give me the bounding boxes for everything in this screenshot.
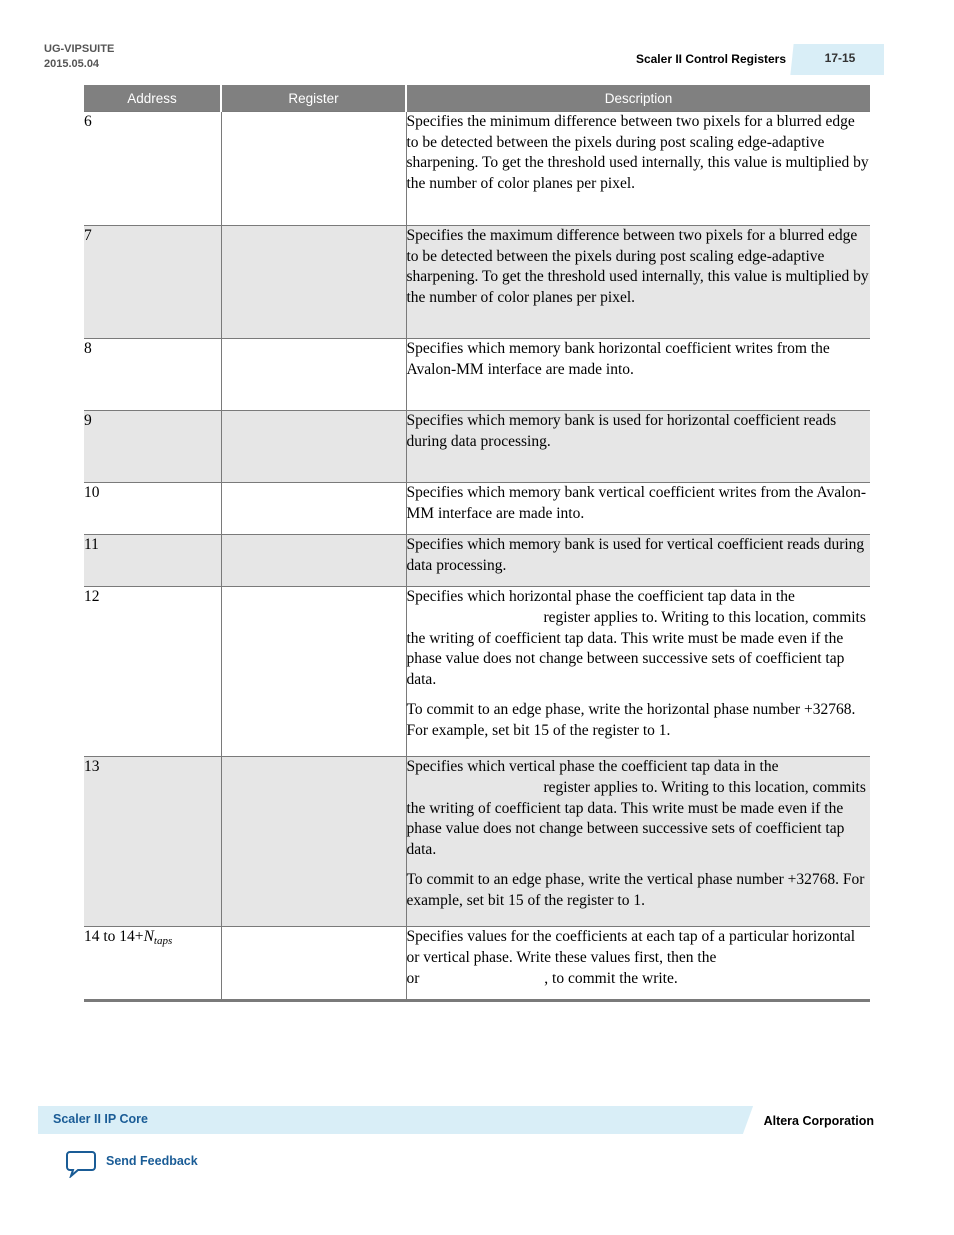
section-title: Scaler II Control Registers — [635, 52, 786, 66]
description-text: To commit to an edge phase, write the horizontal phase number +32768. For example, set bit 15 of the register to 1. — [406, 701, 856, 739]
description-cell — [406, 411, 870, 483]
description-cell — [406, 927, 870, 1001]
address-subscript: taps — [153, 935, 173, 948]
description-text: Specifies the minimum difference between two pixels for a blurred edge to be detected between the pixels during post scaling edge-adaptive sharpening. To get the threshold used internally, this value is multiplied by the number of color planes per pixel. — [406, 113, 869, 192]
address-cell: 8 — [84, 339, 221, 411]
doc-date: 2015.05.04 — [44, 58, 100, 70]
description-part: Specifies which horizontal phase the coefficient tap data in the — [406, 588, 795, 606]
description-text — [407, 757, 871, 860]
address-prefix: 14 to 14+ — [84, 928, 144, 946]
description-text: Specifies which memory bank vertical coefficient writes from the Avalon-MM interface are made into. — [406, 484, 867, 522]
register-table — [84, 85, 870, 1002]
register-cell — [221, 226, 406, 339]
description-text — [407, 587, 871, 690]
address-cell: 10 — [84, 483, 221, 535]
description-part: Specifies which vertical phase the coefficient tap data in the — [406, 758, 779, 776]
register-cell — [221, 112, 406, 226]
description-text — [407, 927, 871, 989]
description-text: Specifies which memory bank is used for vertical coefficient reads during data processing. — [406, 536, 865, 574]
description-part: Specifies values for the coefficients at each tap of a particular horizontal or vertical phase. Write these values first, then the — [406, 928, 856, 966]
description-text: To commit to an edge phase, write the vertical phase number +32768. For example, set bit 15 of the register to 1. — [406, 871, 865, 909]
document-id — [44, 42, 114, 72]
address-cell — [84, 927, 221, 1001]
description-part: , to commit the write. — [544, 969, 678, 987]
send-feedback-link[interactable] — [66, 1150, 198, 1183]
table-row — [84, 535, 870, 587]
description-part: register applies to. Writing to this location, commits the writing of coefficient tap data. This write must be made even if the phase value does not change between successive sets of coefficient tap data. — [406, 608, 866, 688]
doc-code: UG-VIPSUITE — [44, 43, 115, 55]
table-row — [84, 411, 870, 483]
column-header-description: Description — [406, 85, 870, 112]
column-header-address: Address — [84, 85, 221, 112]
address-cell: 11 — [84, 535, 221, 587]
description-part: register applies to. Writing to this location, commits the writing of coefficient tap data. This write must be made even if the phase value does not change between successive sets of coefficient tap data. — [406, 778, 866, 858]
table-row — [84, 587, 870, 757]
description-text: Specifies which memory bank horizontal coefficient writes from the Avalon-MM interface are made into. — [406, 340, 830, 378]
description-cell — [406, 535, 870, 587]
description-text: Specifies the maximum difference between two pixels for a blurred edge to be detected between the pixels during post scaling edge-adaptive sharpening. To get the threshold used internally, this value is multiplied by the number of color planes per pixel. — [406, 227, 869, 306]
description-cell — [406, 112, 870, 226]
address-cell: 6 — [84, 112, 221, 226]
page-number: 17-15 — [796, 44, 884, 75]
address-cell: 12 — [84, 587, 221, 757]
table-row — [84, 226, 870, 339]
description-cell — [406, 587, 870, 757]
register-cell — [221, 587, 406, 757]
table-row — [84, 112, 870, 226]
address-cell: 7 — [84, 226, 221, 339]
register-cell — [221, 483, 406, 535]
table-row — [84, 757, 870, 927]
register-cell — [221, 339, 406, 411]
send-feedback-label[interactable]: Send Feedback — [106, 1154, 198, 1168]
register-cell — [221, 411, 406, 483]
register-cell — [221, 535, 406, 587]
table-header-row — [84, 85, 870, 112]
column-header-register: Register — [221, 85, 406, 112]
description-text: Specifies which memory bank is used for horizontal coefficient reads during data processing. — [406, 412, 837, 450]
description-cell — [406, 483, 870, 535]
register-cell — [221, 757, 406, 927]
footer-company: Altera Corporation — [763, 1114, 874, 1128]
footer-core-name[interactable]: Scaler II IP Core — [53, 1112, 148, 1126]
description-cell — [406, 339, 870, 411]
register-cell — [221, 927, 406, 1001]
address-cell: 9 — [84, 411, 221, 483]
table-row — [84, 339, 870, 411]
description-cell — [406, 757, 870, 927]
address-cell: 13 — [84, 757, 221, 927]
description-cell — [406, 226, 870, 339]
table-row — [84, 483, 870, 535]
chat-bubble-icon — [66, 1150, 96, 1183]
address-variable: N — [143, 928, 154, 946]
description-part: or — [406, 969, 420, 987]
table-row — [84, 927, 870, 1001]
